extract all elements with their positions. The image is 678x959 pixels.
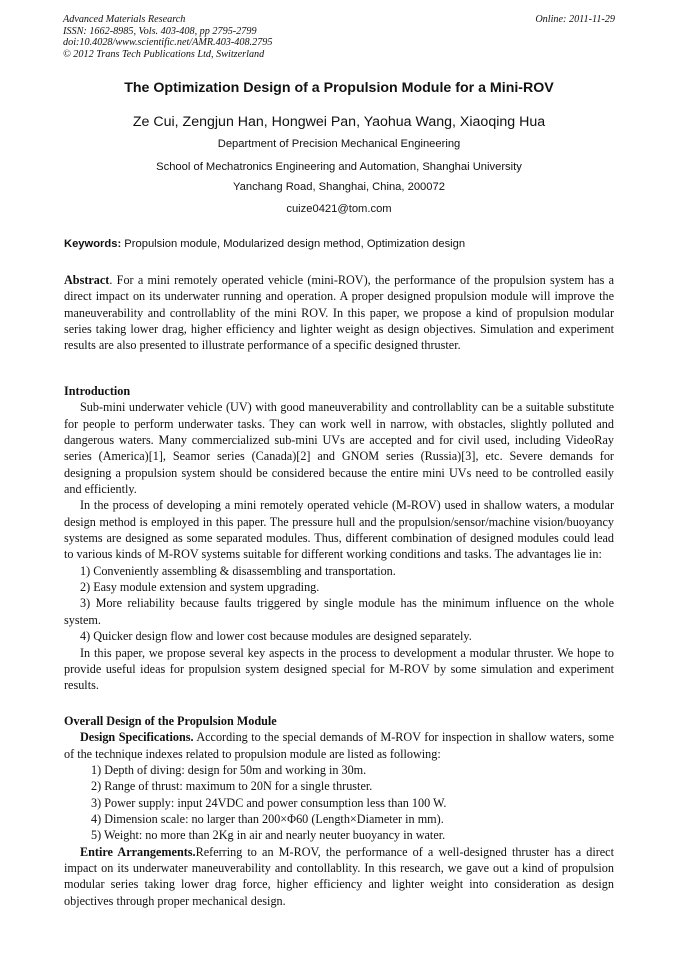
issn-line: ISSN: 1662-8985, Vols. 403-408, pp 2795-2799	[63, 25, 257, 37]
spec-item-2: 2) Range of thrust: maximum to 20N for a single thruster.	[91, 779, 373, 794]
author-email: cuize0421@tom.com	[286, 203, 392, 215]
journal-name: Advanced Materials Research	[63, 14, 186, 25]
keywords-text: Propulsion module, Modularized design method, Optimization design	[121, 238, 466, 250]
copyright-line: © 2012 Trans Tech Publications Ltd, Switzerland	[63, 48, 265, 60]
abstract	[64, 272, 614, 354]
advantage-item-2: 2) Easy module extension and system upgrading.	[80, 580, 320, 595]
spec-item-1: 1) Depth of diving: design for 50m and working in 30m.	[91, 763, 367, 778]
spec-label: Design Specifications.	[80, 730, 194, 745]
affiliation-school: School of Mechatronics Engineering and Automation, Shanghai University	[156, 161, 522, 173]
affiliation-address: Yanchang Road, Shanghai, China, 200072	[233, 181, 445, 193]
abstract-text: . For a mini remotely operated vehicle (mini-ROV), the performance of the propulsion system has a direct impact on its underwater running and operation. A proper designed propulsion module will improve the maneuverability and controllablity of the mini ROV. In this paper, we propose a kind of propulsion modular series taking lower drag, higher efficiency and lighter weight as design objectives. Simulation and experiment results are also presented to illustrate performance of a specific designed thruster.	[64, 273, 614, 353]
introduction-section	[64, 383, 614, 694]
overall-design-section	[64, 713, 614, 909]
doi-line: doi:10.4028/www.scientific.net/AMR.403-408.2795	[63, 37, 273, 49]
affiliation-dept: Department of Precision Mechanical Engineering	[217, 138, 461, 150]
paper-title: The Optimization Design of a Propulsion Module for a Mini-ROV	[124, 80, 554, 96]
spec-text: According to the special demands of M-ROV for inspection in shallow waters, some of the technique indexes related to propulsion module are listed as following:	[64, 730, 614, 761]
online-date: Online: 2011-11-29	[535, 14, 615, 25]
abstract-label: Abstract	[64, 273, 110, 287]
intro-paragraph-2: In the process of developing a mini remotely operated vehicle (M-ROV) used in shallow waters, a modular design method is employed in this paper. The pressure hull and the propulsion/sensor/machine vision/buoyancy systems are designed as some separated modules. Thus, different combination of designed modules could lead to various kinds of M-ROV systems suitable for different working conditions and tasks. The advantages lie in:	[64, 498, 614, 562]
advantage-item-3: 3) More reliability because faults triggered by single module has the minimum influence on the whole system.	[64, 596, 614, 627]
arrangements-label: Entire Arrangements.	[80, 844, 196, 859]
advantage-item-4: 4) Quicker design flow and lower cost because modules are designed separately.	[80, 629, 472, 644]
introduction-heading: Introduction	[64, 384, 131, 398]
intro-paragraph-1: Sub-mini underwater vehicle (UV) with good maneuverability and controllablity can be a suitable substitute for people to perform underwater tasks. They can work well in narrow, with obstacles, slightly polluted and dangerous waters. Many commercialized sub-mini UVs are accepted and for civil used, including VideoRay series (America)[1], Seamor series (Canada)[2] and GNOM series (Russia)[3], etc. Severe demands for designing a propulsion system should be considered because the entire mini UVs need to be controlled easily and efficiently.	[64, 400, 614, 497]
paper-authors: Ze Cui, Zengjun Han, Hongwei Pan, Yaohua Wang, Xiaoqing Hua	[132, 114, 546, 130]
advantage-item-1: 1) Conveniently assembling & disassembling and transportation.	[80, 563, 396, 578]
keywords	[64, 238, 616, 250]
spec-item-3: 3) Power supply: input 24VDC and power consumption less than 100 W.	[91, 795, 447, 810]
spec-item-5: 5) Weight: no more than 2Kg in air and nearly neuter buoyancy in water.	[91, 828, 446, 843]
keywords-label: Keywords:	[64, 238, 122, 250]
spec-item-4: 4) Dimension scale: no larger than 200×Φ60 (Length×Diameter in mm).	[91, 812, 444, 827]
arrangements-text: Referring to an M-ROV, the performance of a well-designed thruster has a direct impact on its underwater maneuverability and contollablity. In this research, we gave out a kind of propulsion modular series taking lower drag force, higher efficiency and lighter weight into consideration as design objectives through proper mechanical design.	[64, 844, 614, 908]
intro-paragraph-3: In this paper, we propose several key aspects in the process to development a modular thruster. We hope to provide useful ideas for propulsion system designed special for M-ROV by some simulation and experiment results.	[64, 645, 614, 693]
journal-header	[63, 14, 615, 60]
overall-design-heading: Overall Design of the Propulsion Module	[64, 714, 277, 728]
